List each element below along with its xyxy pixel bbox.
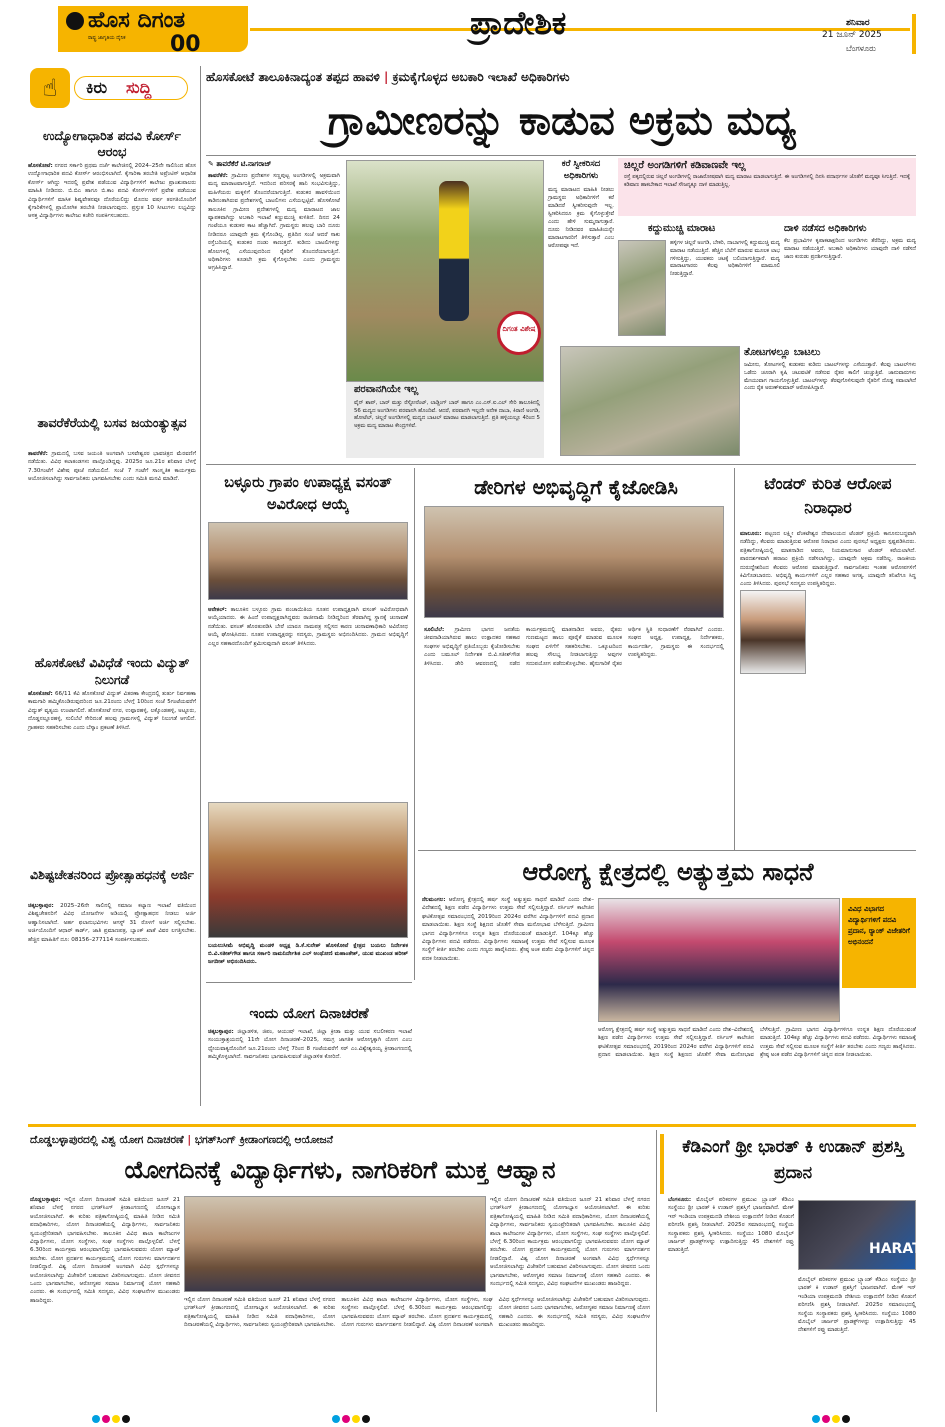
- story5-place: ಚಿಕ್ಕಬಳ್ಳಾಪುರ:: [208, 1029, 234, 1035]
- bottles-photo: [560, 346, 740, 456]
- column-divider-story1: [414, 468, 415, 980]
- kdm-accent-bar: [660, 1134, 664, 1194]
- kdm-body-cont: ಮೊಬೈಲ್ ಪರಿಕರಗಳ ಪ್ರಮುಖ ಬ್ರ್ಯಾಂಡ್ ಕೆಡಿಎಂ ಸಂಸ್ಥೆಯು ಥ್ರೀ ಭಾರತ್ ಕಿ ಉಡಾನ್ ಪ್ರಶಸ್ತಿಗೆ ಭಾಜನವಾಗಿದೆ. ಮೇಕ್ ಇನ್ ಇಂಡಿಯಾ ಉಪಕ್ರಮದಡಿ ದೇಶೀಯ ಉತ್ಪಾದನೆಗೆ ನೀಡಿದ ಕೊಡುಗೆ ಪರಿಗಣಿಸಿ ಪ್ರಶಸ್ತಿ ನೀಡಲಾಗಿದೆ. 2025ರ ಸಮಾರಂಭದಲ್ಲಿ ಸಂಸ್ಥೆಯ ಸಂಸ್ಥಾಪಕರು ಪ್ರಶಸ್ತಿ ಸ್ವೀಕರಿಸಿದರು. ಸಂಸ್ಥೆಯು 1080 ಮೊಬೈಲ್ ಚಾರ್ಜರ್ ಪ್ರಾಡಕ್ಟ್‌ಗಳನ್ನು ಉತ್ಪಾದಿಸುತ್ತಿದ್ದು 45 ದೇಶಗಳಿಗೆ ರಫ್ತು ಮಾಡುತ್ತಿದೆ.: [798, 1277, 916, 1334]
- brief-text-2: ಗ್ರಾಮದಲ್ಲಿ ಬಸವ ಜಯಂತಿ ಅಂಗವಾಗಿ ಬಸವೇಶ್ವರರ ಭಾವಚಿತ್ರದ ಮೆರವಣಿಗೆ ನಡೆಯಿತು. ವಿವಿಧ ಕಲಾತಂಡಗಳು ಪಾಲ್ಗೊಂಡಿದ್ದವು. 2025ರ ಜೂ.21ರ ಶನಿವಾರ ಬೆಳಗ್ಗೆ 7.30ಗಂಟೆಗೆ ವಿಶೇಷ ಪೂಜೆ ನಡೆಯಲಿದೆ. ಸಂಜೆ 7 ಗಂಟೆಗೆ ಸಾಂಸ್ಕೃತಿಕ ಕಾರ್ಯಕ್ರಮ ಆಯೋಜಿಸಲಾಗಿದ್ದು ಸಾರ್ವಜನಿಕರು ಭಾಗವಹಿಸಬೇಕು ಎಂದು ಸಮಿತಿ ಮನವಿ ಮಾಡಿದೆ.: [28, 451, 196, 483]
- story5-text: ಜಿಲ್ಲಾಡಳಿತ, ಜಿಪಂ, ಆಯುಷ್ ಇಲಾಖೆ, ಜಿಲ್ಲಾ ಕ್ರೀಡಾ ಮತ್ತು ಯುವ ಸಬಲೀಕರಣ ಇಲಾಖೆ ಸಂಯುಕ್ತಾಶ್ರಯದಲ್ಲಿ 11ನೇ ಯೋಗ ದಿನಾಚರಣೆ–2025, ಸಮಗ್ರ ಜಾಗತಿಕ ಆರೋಗ್ಯಕ್ಕಾಗಿ ಯೋಗ ಎಂಬ ಧ್ಯೇಯವಾಕ್ಯದೊಂದಿಗೆ ಜೂ.21ರಂದು ಬೆಳಗ್ಗೆ 7ರಿಂದ 8 ಗಂಟೆಯವರೆಗೆ ಸರ್ ಎಂ.ವಿಶ್ವೇಶ್ವರಯ್ಯ ಕ್ರೀಡಾಂಗಣದಲ್ಲಿ ಹಮ್ಮಿಕೊಳ್ಳಲಾಗಿದೆ. ಸಾರ್ವಜನಿಕರು ಭಾಗವಹಿಸುವಂತೆ ಜಿಲ್ಲಾಡಳಿತ ಕೋರಿದೆ.: [208, 1029, 412, 1061]
- story4-title: ಆರೋಗ್ಯ ಕ್ಷೇತ್ರದಲ್ಲಿ ಅತ್ಯುತ್ತಮ ಸಾಧನೆ: [522, 858, 814, 886]
- lead-bottom-rule: [206, 464, 916, 465]
- lead-caption-box: [346, 382, 544, 458]
- city-label: ಬೆಂಗಳೂರು: [846, 44, 876, 53]
- brief-title-1: ಉದ್ಯೋಗಾಧಾರಿತ ಪದವಿ ಕೋರ್ಸ್ ಆರಂಭ: [42, 128, 182, 159]
- column-divider-left: [200, 66, 201, 1106]
- story2-photo: [424, 506, 724, 618]
- bottom-body: [30, 1196, 180, 1410]
- story4-photo: [598, 898, 840, 1022]
- story2-body: [424, 626, 724, 844]
- lead-caption-text: ವೈನ್ ಶಾಪ್, ಬಾರ್ ಮತ್ತು ರೆಸ್ಟೋರೆಂಟ್, ಲಾಡ್ಜಿಂಗ್ ಬಾರ್ ಹಾಗೂ ಎಂ.ಎಸ್.ಐ.ಎಲ್ ಸೇರಿ ತಾಲೂಕಿನಲ್ಲಿ 56 ಮದ್ಯದ ಅಂಗಡಿಗಳು ಪರವಾನಗಿ ಹೊಂದಿವೆ. ಆದರೆ, ಪರವಾನಗಿ ಇಲ್ಲದೇ ಅನೇಕ ದಾಬಾ, ಕಿರಾಣಿ ಅಂಗಡಿ, ಹೋಟೆಲ್, ಚಿಲ್ಲರೆ ಅಂಗಡಿಗಳಲ್ಲಿ ಮದ್ಯದ ಬಾಟಲ್ ಮಾರಾಟ ಮಾಡಲಾಗುತ್ತಿದೆ. ಪ್ರತಿ ಹಳ್ಳಿಯಲ್ಲೂ 4ರಿಂದ 5 ಅಕ್ರಮ ಮದ್ಯ ಮಾರಾಟ ಕೇಂದ್ರಗಳಿವೆ.: [354, 400, 540, 429]
- sidebox-4: [784, 222, 916, 342]
- kdm-photo: [798, 1200, 922, 1270]
- bottom-photo: [184, 1196, 486, 1292]
- section-title: ಪ್ರಾದೇಶಿಕ: [470, 4, 567, 42]
- kdm-body: [668, 1196, 794, 1410]
- lead-kicker: [206, 70, 916, 88]
- bottom-text: ಇಲ್ಲಿನ ಯೋಗ ದಿನಾಚರಣೆ ಸಮಿತಿ ವತಿಯಿಂದ ಜೂನ್ 21 ಶನಿವಾರ ಬೆಳಗ್ಗೆ ನಗರದ ಭಗತ್‌ಸಿಂಗ್ ಕ್ರೀಡಾಂಗಣದಲ್ಲಿ ಯೋಗಾಭ್ಯಾಸ ಆಯೋಜಿಸಲಾಗಿದೆ. ಈ ಕುರಿತು ಪತ್ರಿಕಾಗೋಷ್ಠಿಯಲ್ಲಿ ಮಾಹಿತಿ ನೀಡಿದ ಸಮಿತಿ ಪದಾಧಿಕಾರಿಗಳು, ಯೋಗ ದಿನಾಚರಣೆಯಲ್ಲಿ ವಿದ್ಯಾರ್ಥಿಗಳು, ಸಾರ್ವಜನಿಕರು ಸ್ವಯಂಪ್ರೇರಿತರಾಗಿ ಭಾಗವಹಿಸಬೇಕು. ತಾಲೂಕಿನ ವಿವಿಧ ಶಾಲಾ ಕಾಲೇಜುಗಳ ವಿದ್ಯಾರ್ಥಿಗಳು, ಯೋಗ ಸಂಸ್ಥೆಗಳು, ಸಂಘ ಸಂಸ್ಥೆಗಳು ಪಾಲ್ಗೊಳ್ಳಲಿವೆ. ಬೆಳಗ್ಗೆ 6.30ರಿಂದ ಕಾರ್ಯಕ್ರಮ ಆರಂಭವಾಗಲಿದ್ದು ಭಾಗವಹಿಸುವವರು ಯೋಗ ಮ್ಯಾಟ್ ತರಬೇಕು. ಯೋಗ ಪ್ರದರ್ಶನ ಕಾರ್ಯಕ್ರಮದಲ್ಲಿ ಯೋಗ ಗುರುಗಳು ಮಾರ್ಗದರ್ಶನ ನೀಡಲಿದ್ದಾರೆ. ವಿಶ್ವ ಯೋಗ ದಿನಾಚರಣೆ ಅಂಗವಾಗಿ ವಿವಿಧ ಸ್ಪರ್ಧೆಗಳನ್ನೂ ಆಯೋಜಿಸಲಾಗಿದ್ದು ವಿಜೇತರಿಗೆ ಬಹುಮಾನ ವಿತರಿಸಲಾಗುವುದು. ಯೋಗ ಜೀವನದ ಒಂದು ಭಾಗವಾಗಬೇಕು, ಆರೋಗ್ಯಕರ ಸಮಾಜ ನಿರ್ಮಾಣಕ್ಕೆ ಯೋಗ ಸಹಕಾರಿ ಎಂದರು. ಈ ಸಂದರ್ಭದಲ್ಲಿ ಸಮಿತಿ ಸದಸ್ಯರು, ವಿವಿಧ ಸಂಘಟನೆಗಳ ಮುಖಂಡರು ಹಾಜರಿದ್ದರು.: [30, 1197, 181, 1304]
- brief-place-3: ಹೊಸಕೋಟೆ:: [28, 691, 53, 697]
- story5-title: ಇಂದು ಯೋಗ ದಿನಾಚರಣೆ: [249, 1006, 369, 1022]
- kdm-text: ಮೊಬೈಲ್ ಪರಿಕರಗಳ ಪ್ರಮುಖ ಬ್ರ್ಯಾಂಡ್ ಕೆಡಿಎಂ ಸಂಸ್ಥೆಯು ಥ್ರೀ ಭಾರತ್ ಕಿ ಉಡಾನ್ ಪ್ರಶಸ್ತಿಗೆ ಭಾಜನವಾಗಿದೆ. ಮೇಕ್ ಇನ್ ಇಂಡಿಯಾ ಉಪಕ್ರಮದಡಿ ದೇಶೀಯ ಉತ್ಪಾದನೆಗೆ ನೀಡಿದ ಕೊಡುಗೆ ಪರಿಗಣಿಸಿ ಪ್ರಶಸ್ತಿ ನೀಡಲಾಗಿದೆ. 2025ರ ಸಮಾರಂಭದಲ್ಲಿ ಸಂಸ್ಥೆಯ ಸಂಸ್ಥಾಪಕರು ಪ್ರಶಸ್ತಿ ಸ್ವೀಕರಿಸಿದರು. ಸಂಸ್ಥೆಯು 1080 ಮೊಬೈಲ್ ಚಾರ್ಜರ್ ಪ್ರಾಡಕ್ಟ್‌ಗಳನ್ನು ಉತ್ಪಾದಿಸುತ್ತಿದ್ದು 45 ದೇಶಗಳಿಗೆ ರಫ್ತು ಮಾಡುತ್ತಿದೆ.: [668, 1197, 794, 1254]
- brief-body-2: [28, 450, 196, 650]
- story4-place: ನೆಲಮಂಗಲ:: [422, 897, 446, 903]
- pen-icon: ✎: [208, 160, 214, 168]
- column-divider-story2: [734, 468, 735, 850]
- lead-kicker-sep: |: [384, 70, 389, 84]
- story1-photo-2: [208, 802, 408, 938]
- logo-lamp-icon: [66, 12, 84, 30]
- story5-body: [208, 1028, 412, 1116]
- bottom-headline: ಯೋಗದಿನಕ್ಕೆ ವಿದ್ಯಾರ್ಥಿಗಳು, ನಾಗರಿಕರಿಗೆ ಮುಕ್ತ ಆಹ್ವಾನ: [124, 1156, 556, 1184]
- sidebox-3-body: ಹಳ್ಳಿಗಳ ಚಿಲ್ಲರೆ ಅಂಗಡಿ, ಬೇಕರಿ, ದಾಬಾಗಳಲ್ಲಿ ಕದ್ದುಮುಚ್ಚಿ ಮದ್ಯ ಮಾರಾಟ ನಡೆಯುತ್ತಿದೆ. ಹೆಚ್ಚಿನ ಬೆಲೆಗೆ ಮಾರುವ ಮೂಲಕ ಲಾಭ ಗಳಿಸುತ್ತಿದ್ದು, ಯುವಕರು ಚಟಕ್ಕೆ ಬಲಿಯಾಗುತ್ತಿದ್ದಾರೆ. ಮದ್ಯ ಮಾರಾಟಗಾರರು ಕೆಲವು ಅಧಿಕಾರಿಗಳಿಗೆ ಮಾಮೂಲಿ ನೀಡುತ್ತಿದ್ದಾರೆ.: [670, 240, 780, 278]
- story4-body-cont: ಆರೋಗ್ಯ ಕ್ಷೇತ್ರದಲ್ಲಿ ಹರ್ಷ ಸಂಸ್ಥೆ ಅತ್ಯುತ್ತಮ ಸಾಧನೆ ಮಾಡಿದೆ ಎಂದು ದೇಶ–ವಿದೇಶದಲ್ಲಿ ಶಿಕ್ಷಣ ಪಡೆದ ವಿದ್ಯಾರ್ಥಿಗಳು ಉತ್ತಮ ಸೇವೆ ಸಲ್ಲಿಸುತ್ತಿದ್ದಾರೆ. ನರ್ಸಿಂಗ್ ಕಾಲೇಜಿನ ಘಟಿಕೋತ್ಸವ ಸಮಾರಂಭದಲ್ಲಿ 2019ರಿಂದ 2024ರ ವರೆಗಿನ ವಿದ್ಯಾರ್ಥಿಗಳಿಗೆ ಪದವಿ ಪ್ರದಾನ ಮಾಡಲಾಯಿತು. ಶಿಕ್ಷಣ ಸಂಸ್ಥೆ ಶಿಕ್ಷಣದ ಜೊತೆಗೆ ಸೇವಾ ಮನೋಭಾವ ಬೆಳೆಸುತ್ತಿದೆ. ಗ್ರಾಮೀಣ ಭಾಗದ ವಿದ್ಯಾರ್ಥಿಗಳಿಗೂ ಉನ್ನತ ಶಿಕ್ಷಣ ದೊರೆಯುವಂತೆ ಮಾಡುತ್ತಿದೆ. 104ಕ್ಕೂ ಹೆಚ್ಚು ವಿದ್ಯಾರ್ಥಿಗಳು ಪದವಿ ಪಡೆದರು. ವಿದ್ಯಾರ್ಥಿಗಳು ಸಮಾಜಕ್ಕೆ ಉತ್ತಮ ಸೇವೆ ಸಲ್ಲಿಸುವ ಮೂಲಕ ಸಂಸ್ಥೆಗೆ ಕೀರ್ತಿ ತರಬೇಕು ಎಂದು ಗಣ್ಯರು ಹಾರೈಸಿದರು. ಶ್ರೇಷ್ಠ ಅಂಕ ಪಡೆದ ವಿದ್ಯಾರ್ಥಿಗಳಿಗೆ ಚಿನ್ನದ ಪದಕ ನೀಡಲಾಯಿತು.: [598, 1027, 916, 1059]
- story3-place: ಮಾಲೂರು:: [740, 531, 762, 537]
- kdm-place: ಬೆಂಗಳೂರು:: [668, 1197, 692, 1203]
- story4-body: [422, 896, 594, 1116]
- bottom-body-cont: ಇಲ್ಲಿನ ಯೋಗ ದಿನಾಚರಣೆ ಸಮಿತಿ ವತಿಯಿಂದ ಜೂನ್ 21 ಶನಿವಾರ ಬೆಳಗ್ಗೆ ನಗರದ ಭಗತ್‌ಸಿಂಗ್ ಕ್ರೀಡಾಂಗಣದಲ್ಲಿ ಯೋಗಾಭ್ಯಾಸ ಆಯೋಜಿಸಲಾಗಿದೆ. ಈ ಕುರಿತು ಪತ್ರಿಕಾಗೋಷ್ಠಿಯಲ್ಲಿ ಮಾಹಿತಿ ನೀಡಿದ ಸಮಿತಿ ಪದಾಧಿಕಾರಿಗಳು, ಯೋಗ ದಿನಾಚರಣೆಯಲ್ಲಿ ವಿದ್ಯಾರ್ಥಿಗಳು, ಸಾರ್ವಜನಿಕರು ಸ್ವಯಂಪ್ರೇರಿತರಾಗಿ ಭಾಗವಹಿಸಬೇಕು. ತಾಲೂಕಿನ ವಿವಿಧ ಶಾಲಾ ಕಾಲೇಜುಗಳ ವಿದ್ಯಾರ್ಥಿಗಳು, ಯೋಗ ಸಂಸ್ಥೆಗಳು, ಸಂಘ ಸಂಸ್ಥೆಗಳು ಪಾಲ್ಗೊಳ್ಳಲಿವೆ. ಬೆಳಗ್ಗೆ 6.30ರಿಂದ ಕಾರ್ಯಕ್ರಮ ಆರಂಭವಾಗಲಿದ್ದು ಭಾಗವಹಿಸುವವರು ಯೋಗ ಮ್ಯಾಟ್ ತರಬೇಕು. ಯೋಗ ಪ್ರದರ್ಶನ ಕಾರ್ಯಕ್ರಮದಲ್ಲಿ ಯೋಗ ಗುರುಗಳು ಮಾರ್ಗದರ್ಶನ ನೀಡಲಿದ್ದಾರೆ. ವಿಶ್ವ ಯೋಗ ದಿನಾಚರಣೆ ಅಂಗವಾಗಿ ವಿವಿಧ ಸ್ಪರ್ಧೆಗಳನ್ನೂ ಆಯೋಜಿಸಲಾಗಿದ್ದು ವಿಜೇತರಿಗೆ ಬಹುಮಾನ ವಿತರಿಸಲಾಗುವುದು. ಯೋಗ ಜೀವನದ ಒಂದು ಭಾಗವಾಗಬೇಕು, ಆರೋಗ್ಯಕರ ಸಮಾಜ ನಿರ್ಮಾಣಕ್ಕೆ ಯೋಗ ಸಹಕಾರಿ ಎಂದರು. ಈ ಸಂದರ್ಭದಲ್ಲಿ ಸಮಿತಿ ಸದಸ್ಯರು, ವಿವಿಧ ಸಂಘಟನೆಗಳ ಮುಖಂಡರು ಹಾಜರಿದ್ದರು.: [184, 1297, 650, 1329]
- column-divider-bottom: [656, 1130, 657, 1412]
- bottom-kicker-b: ಭಗತ್‌ಸಿಂಗ್ ಕ್ರೀಡಾಂಗಣದಲ್ಲಿ ಆಯೋಜನೆ: [194, 1134, 333, 1146]
- story1-photo: [208, 522, 408, 600]
- lead-body: [208, 172, 340, 444]
- story5-top-rule: [206, 982, 412, 983]
- seal-text: ದಿಗಂತ ವಿಶೇಷ: [502, 325, 536, 333]
- sidebox-5: [744, 346, 916, 456]
- story1-body: [208, 606, 408, 796]
- lead-caption-title: ಪರವಾನಗಿಯೇ ಇಲ್ಲ: [354, 384, 419, 395]
- sidebox-5-body: ಜಮೀನು, ತೋಟಗಳಲ್ಲಿ ಕುಡುಕರು ಕುಡಿದು ಬಾಟಲ್‌ಗಳನ್ನು ಎಸೆಯುತ್ತಾರೆ. ಕೆಲವು ಬಾಟಲ್‌ಗಳು ಒಡೆದು ಚೂರಾಗಿ ಕೃಷಿ ಚಟುವಟಿಕೆ ನಡೆಸುವ ರೈತರ ಕಾಲಿಗೆ ಚುಚ್ಚುತ್ತಿವೆ. ಜಾನುವಾರುಗಳು ಮೇಯುವಾಗ ಗಾಯಗೊಳ್ಳುತ್ತಿವೆ. ಬಾಟಲ್‌ಗಳನ್ನು ತೆರವುಗೊಳಿಸುವುದೇ ರೈತರಿಗೆ ದೊಡ್ಡ ಸವಾಲಾಗಿದೆ ಎಂದು ರೈತ ಅರುಣ್‌ಕುಮಾರ್ ಆರೋಪಿಸಿದ್ದಾರೆ.: [744, 362, 916, 392]
- page-number: 00: [170, 32, 201, 57]
- bottom-body-side: ಇಲ್ಲಿನ ಯೋಗ ದಿನಾಚರಣೆ ಸಮಿತಿ ವತಿಯಿಂದ ಜೂನ್ 21 ಶನಿವಾರ ಬೆಳಗ್ಗೆ ನಗರದ ಭಗತ್‌ಸಿಂಗ್ ಕ್ರೀಡಾಂಗಣದಲ್ಲಿ ಯೋಗಾಭ್ಯಾಸ ಆಯೋಜಿಸಲಾಗಿದೆ. ಈ ಕುರಿತು ಪತ್ರಿಕಾಗೋಷ್ಠಿಯಲ್ಲಿ ಮಾಹಿತಿ ನೀಡಿದ ಸಮಿತಿ ಪದಾಧಿಕಾರಿಗಳು, ಯೋಗ ದಿನಾಚರಣೆಯಲ್ಲಿ ವಿದ್ಯಾರ್ಥಿಗಳು, ಸಾರ್ವಜನಿಕರು ಸ್ವಯಂಪ್ರೇರಿತರಾಗಿ ಭಾಗವಹಿಸಬೇಕು. ತಾಲೂಕಿನ ವಿವಿಧ ಶಾಲಾ ಕಾಲೇಜುಗಳ ವಿದ್ಯಾರ್ಥಿಗಳು, ಯೋಗ ಸಂಸ್ಥೆಗಳು, ಸಂಘ ಸಂಸ್ಥೆಗಳು ಪಾಲ್ಗೊಳ್ಳಲಿವೆ. ಬೆಳಗ್ಗೆ 6.30ರಿಂದ ಕಾರ್ಯಕ್ರಮ ಆರಂಭವಾಗಲಿದ್ದು ಭಾಗವಹಿಸುವವರು ಯೋಗ ಮ್ಯಾಟ್ ತರಬೇಕು. ಯೋಗ ಪ್ರದರ್ಶನ ಕಾರ್ಯಕ್ರಮದಲ್ಲಿ ಯೋಗ ಗುರುಗಳು ಮಾರ್ಗದರ್ಶನ ನೀಡಲಿದ್ದಾರೆ. ವಿಶ್ವ ಯೋಗ ದಿನಾಚರಣೆ ಅಂಗವಾಗಿ ವಿವಿಧ ಸ್ಪರ್ಧೆಗಳನ್ನೂ ಆಯೋಜಿಸಲಾಗಿದ್ದು ವಿಜೇತರಿಗೆ ಬಹುಮಾನ ವಿತರಿಸಲಾಗುವುದು. ಯೋಗ ಜೀವನದ ಒಂದು ಭಾಗವಾಗಬೇಕು, ಆರೋಗ್ಯಕರ ಸಮಾಜ ನಿರ್ಮಾಣಕ್ಕೆ ಯೋಗ ಸಹಕಾರಿ ಎಂದರು. ಈ ಸಂದರ್ಭದಲ್ಲಿ ಸಮಿತಿ ಸದಸ್ಯರು, ವಿವಿಧ ಸಂಘಟನೆಗಳ ಮುಖಂಡರು ಹಾಜರಿದ್ದರು.: [490, 1197, 650, 1288]
- logo-tagline: ರಾಷ್ಟ್ರ ಜಾಗೃತಿಯ ದೈನಿಕ: [88, 35, 126, 41]
- story3-portrait: [740, 590, 806, 674]
- lead-kicker-b: ಕ್ರಮಕೈಗೊಳ್ಳದ ಅಬಕಾರಿ ಇಲಾಖೆ ಅಧಿಕಾರಿಗಳು: [392, 70, 570, 84]
- sidebox-4-body: ಕೆಲ ಪ್ರಭಾವಿಗಳ ಕೃಪಾಕಟಾಕ್ಷದಿಂದ ಅಂಗಡಿಗಳು ತೆರೆದಿದ್ದು, ಅಕ್ರಮ ಮದ್ಯ ಮಾರಾಟ ನಡೆಯುತ್ತಿದೆ. ಅಬಕಾರಿ ಅಧಿಕಾರಿಗಳು ಯಾವುದೇ ದಾಳಿ ನಡೆಸದೆ ಜಾಣ ಕುರುಡು ಪ್ರದರ್ಶಿಸುತ್ತಿದ್ದಾರೆ.: [784, 238, 916, 260]
- lead-headline: ಗ್ರಾಮೀಣರನ್ನು ಕಾಡುವ ಅಕ್ರಮ ಮದ್ಯ: [327, 98, 797, 144]
- lead-byline: [208, 160, 271, 169]
- story4-pull-box: [842, 898, 916, 988]
- lead-rule: [206, 155, 916, 156]
- sidebox-3-title: ಕದ್ದುಮುಚ್ಚಿ ಮಾರಾಟ: [648, 223, 716, 234]
- story3-body: [740, 530, 916, 844]
- masthead-rule: [250, 28, 910, 31]
- story2-bottom-rule: [418, 850, 916, 851]
- brief-title-3: ಹೊಸಕೋಟೆ ವಿವಿಧೆಡೆ ಇಂದು ವಿದ್ಯುತ್ ನಿಲುಗಡೆ: [34, 655, 190, 687]
- kirusuddi-label-b: ಸುದ್ದಿ: [126, 78, 152, 97]
- hand-icon: ☝: [30, 68, 70, 108]
- story2-text: ಗ್ರಾಮೀಣ ಭಾಗದ ಜನತೆಯ ಜೀವನಾಡಿಯಾಗಿರುವ ಹಾಲು ಉತ್ಪಾದಕರ ಸಹಕಾರ ಸಂಘಗಳ ಅಭಿವೃದ್ಧಿಗೆ ಪ್ರತಿಯೊಬ್ಬರು ಕೈಜೋಡಿಸಬೇಕು ಎಂದು ಬಮೂಲ್ ನಿರ್ದೇಶಕ ಬಿ.ವಿ.ಸತೀಶ್‌ಗೌಡ ತಿಳಿಸಿದರು. ಡೇರಿ ಆವರಣದಲ್ಲಿ ನಡೆದ ಕಾರ್ಯಕ್ರಮದಲ್ಲಿ ಮಾತನಾಡಿದ ಅವರು, ರೈತರು ಗುಣಮಟ್ಟದ ಹಾಲು ಪೂರೈಕೆ ಮಾಡುವ ಮೂಲಕ ಸಂಘದ ಏಳಿಗೆಗೆ ಸಹಕರಿಸಬೇಕು. ಒಕ್ಕೂಟದಿಂದ ಹಲವು ಸೌಲಭ್ಯ ನೀಡಲಾಗುತ್ತಿದ್ದು ಅವುಗಳ ಸದುಪಯೋಗ ಪಡೆದುಕೊಳ್ಳಬೇಕು. ಹೈನುಗಾರಿಕೆ ರೈತರ ಆರ್ಥಿಕ ಸ್ಥಿತಿ ಸುಧಾರಣೆಗೆ ನೆರವಾಗಿದೆ ಎಂದರು. ಸಂಘದ ಅಧ್ಯಕ್ಷ, ಉಪಾಧ್ಯಕ್ಷ, ನಿರ್ದೇಶಕರು, ಕಾರ್ಯದರ್ಶಿ, ಗ್ರಾಮಸ್ಥರು ಈ ಸಂದರ್ಭದಲ್ಲಿ ಉಪಸ್ಥಿತರಿದ್ದರು.: [424, 627, 724, 667]
- story1-title: ಬಳ್ಳೂರು ಗ್ರಾಪಂ ಉಪಾಧ್ಯಕ್ಷ ವಸಂತ್ ಅವಿರೋಧ ಆಯ್ಕೆ: [224, 475, 392, 513]
- day-label: ಶನಿವಾರ: [846, 18, 870, 28]
- bottom-kicker-sep: |: [187, 1134, 192, 1146]
- registration-marks-left: [92, 1408, 132, 1427]
- kirusuddi-header: [28, 66, 196, 108]
- sidebox-2-body: ರಸ್ತೆ ಪಕ್ಕದಲ್ಲಿರುವ ಚಿಲ್ಲರೆ ಅಂಗಡಿಗಳಲ್ಲಿ ರಾಜಾರೋಷವಾಗಿ ಮದ್ಯ ಮಾರಾಟ ಮಾಡಲಾಗುತ್ತಿದೆ. ಈ ಅಂಗಡಿಗಳಲ್ಲಿ ದಿನಸಿ ಪದಾರ್ಥಗಳ ಜೊತೆಗೆ ಮದ್ಯವೂ ಸಿಗುತ್ತಿದೆ. ಇದಕ್ಕೆ ಕಡಿವಾಣ ಹಾಕಬೇಕಾದ ಇಲಾಖೆ ಸೌಜನ್ಯಕ್ಕೂ ದಾಳಿ ಮಾಡುತ್ತಿಲ್ಲ.: [624, 174, 910, 188]
- story1-place: ಆನೇಕಲ್:: [208, 607, 227, 613]
- brief-title-4: ವಿಶಿಷ್ಟಚೇತನರಿಂದ ಪ್ರೋತ್ಸಾಹಧನಕ್ಕೆ ಅರ್ಜಿ: [30, 867, 194, 882]
- lead-photo-figure: [439, 181, 469, 321]
- brief-place-4: ಚಿಕ್ಕಬಳ್ಳಾಪುರ:: [28, 903, 54, 909]
- story2-title: ಡೇರಿಗಳ ಅಭಿವೃದ್ಧಿಗೆ ಕೈಜೋಡಿಸಿ: [474, 475, 678, 499]
- date-label: 21 ಜೂನ್ 2025: [822, 30, 882, 40]
- kirusuddi-column: [28, 66, 196, 1100]
- sidebox-2-title: ಚಿಲ್ಲರೆ ಅಂಗಡಿಗಳಿಗೆ ಕಡಿವಾಣವೇ ಇಲ್ಲ: [624, 160, 746, 171]
- story2-place: ಸೂಲಿಬೆಲೆ:: [424, 627, 445, 633]
- lead-kicker-a: ಹೊಸಕೋಟೆ ತಾಲೂಕಿನಾದ್ಯಂತ ತಪ್ಪದ ಹಾವಳಿ: [206, 70, 380, 84]
- brief-title-2: ತಾವರೆಕೆರೆಯಲ್ಲಿ ಬಸವ ಜಯಂತ್ಯುತ್ಸವ: [37, 415, 187, 430]
- sidebox-1: [548, 158, 614, 368]
- sidebox-3-photo: [618, 240, 666, 336]
- brief-text-1: ನಗರದ ಸರ್ಕಾರಿ ಪ್ರಥಮ ದರ್ಜೆ ಕಾಲೇಜಿನಲ್ಲಿ 2024–25ನೇ ಸಾಲಿನಿಂದ ಹೊಸ ಉದ್ಯೋಗಾಧಾರಿತ ಪದವಿ ಕೋರ್ಸ್ ಆರಂಭಿಸಲಾಗಿದೆ. ಕೈಗಾರಿಕಾ ತರಬೇತಿ ಅಪ್ರೆಂಟಿಸ್ ಆಧಾರಿತ ಕೋರ್ಸ್ ಆಗಿದ್ದು ಇದರಲ್ಲಿ ಪ್ರವೇಶ ಪಡೆಯುವ ವಿದ್ಯಾರ್ಥಿಗಳಿಗೆ ಕಾಲೇಜು ಪ್ರಾಂಶುಪಾಲರು ಮಾಹಿತಿ ನೀಡಿದರು. ಬಿ.ಬಿಎ ಹಾಗೂ ಬಿ.ಕಾಂ ಪದವಿ ಕೋರ್ಸ್‌ಗಳಿಗೆ ಪ್ರವೇಶ ಪಡೆಯುವ ವಿದ್ಯಾರ್ಥಿಗಳಿಗೆ ಮಾಸಿಕ ಶಿಷ್ಯವೇತನವೂ ದೊರೆಯಲಿದ್ದು ಮೊದಲ ವರ್ಷ ತರಗತಿಯೊಂದಿಗೆ ಕೈಗಾರಿಕೆಗಳಲ್ಲಿ ಪ್ರಾಯೋಗಿಕ ತರಬೇತಿ ನೀಡಲಾಗುವುದು. ಪ್ರಸ್ತುತ 10 ಸೀಟುಗಳು ಲಭ್ಯವಿದ್ದು ಆಸಕ್ತ ವಿದ್ಯಾರ್ಥಿಗಳು ಕಾಲೇಜು ಕಚೇರಿ ಸಂಪರ್ಕಿಸಬಹುದು.: [28, 163, 196, 220]
- lead-byline-text: ತಾವರೆಕೆರೆ ಟಿ.ನಾಗರಾಜ್: [216, 160, 272, 168]
- lead-photo: [346, 160, 544, 382]
- story1-caption: ಬಯಲುಸೀಮೆ ಅಭಿವೃದ್ಧಿ ಮಂಡಳಿ ಅಧ್ಯಕ್ಷ ಡಿ.ಕೆ.ಸುರೇಶ್ ಹೊಸಕೋಟೆ ಕ್ಷೇತ್ರದ ಬಯಲು ನಿರ್ದೇಶಕ ಬಿ.ವಿ.ಸತೀಶ್‌ಗೌಡ ಹಾಗೂ ಸರ್ಕಾರಿ ನಾಮನಿರ್ದೇಶಿತ ಎಲ್ ಅಂಥೋಣಿ ಮಹಾಂತೇಶ್, ಯುವ ಮುಖಂಡ ಹರೀಶ್ ಜಗದೀಶ್ ಅಭಿನಂದಿಸಿದರು.: [208, 943, 408, 965]
- bottom-kicker-a: ದೊಡ್ಡಬಳ್ಳಾಪುರದಲ್ಲಿ ವಿಶ್ವ ಯೋಗ ದಿನಾಚರಣೆ: [30, 1134, 184, 1146]
- kirusuddi-label-a: ಕಿರು: [86, 78, 108, 97]
- brief-place-2: ತಾವರೆಕೆರೆ:: [28, 451, 48, 457]
- masthead: [0, 0, 945, 60]
- bottom-strip-rule: [28, 1124, 916, 1127]
- story3-title: ಟೆಂಡರ್ ಕುರಿತ ಆರೋಪ ನಿರಾಧಾರ: [764, 474, 892, 517]
- bottom-place: ದೊಡ್ಡಬಳ್ಳಾಪುರ:: [30, 1197, 61, 1203]
- sidebox-2: [618, 158, 916, 216]
- lead-text: ಗ್ರಾಮೀಣ ಪ್ರದೇಶಗಳ ಸಣ್ಣಪುಟ್ಟ ಅಂಗಡಿಗಳಲ್ಲಿ ಅಕ್ರಮವಾಗಿ ಮದ್ಯ ಮಾರಾಟವಾಗುತ್ತಿದೆ. ಇದರಿಂದ ಪರಿಸರಕ್ಕೆ ಹಾನಿ ಸಂಭವಿಸುತ್ತಿದ್ದು, ಮಹಿಳೆಯರು ಮಕ್ಕಳಿಗೆ ತೊಂದರೆಯಾಗುತ್ತಿದೆ. ಕುಡುಕರ ಹಾವಳಿಯಿಂದ ಕಾಡಿನಂತಾಗಿರುವ ಪ್ರದೇಶಗಳಲ್ಲಿ ಬಾಟಲಿಗಳು ಎಸೆಯಲ್ಪಟ್ಟಿವೆ. ಹೊಸಕೋಟೆ ತಾಲೂಕಿನ ಗ್ರಾಮೀಣ ಪ್ರದೇಶಗಳಲ್ಲಿ ಮದ್ಯ ಮಾರಾಟದ ಜಾಲ ವ್ಯಾಪಕವಾಗಿದ್ದು ಅಬಕಾರಿ ಇಲಾಖೆ ಕಣ್ಣುಮುಚ್ಚಿ ಕುಳಿತಿದೆ. ದಿನದ 24 ಗಂಟೆಯೂ ಕುಡುಕರ ಕಾಟ ಹೆಚ್ಚಾಗಿದೆ. ಗ್ರಾಮಸ್ಥರು ಹಲವು ಬಾರಿ ದೂರು ನೀಡಿದರೂ ಯಾವುದೇ ಕ್ರಮ ಕೈಗೊಂಡಿಲ್ಲ. ಪ್ರತಿದಿನ ಸಂಜೆ ಆದರೆ ಸಾಕು ರಸ್ತೆಬದಿಯಲ್ಲಿ ಕುಡುಕರ ದಂಡು ಕಾಣುತ್ತದೆ. ಕುಡಿದು ಬಾಟಲಿಗಳನ್ನು ಹೊಲಗಳಲ್ಲಿ ಎಸೆಯುವುದರಿಂದ ರೈತರಿಗೆ ತೊಂದರೆಯಾಗುತ್ತಿದೆ. ಅಧಿಕಾರಿಗಳು ಕೂಡಲೇ ಕ್ರಮ ಕೈಗೊಳ್ಳಬೇಕು ಎಂದು ಗ್ರಾಮಸ್ಥರು ಆಗ್ರಹಿಸಿದ್ದಾರೆ.: [208, 173, 340, 272]
- logo-seal: [497, 311, 541, 355]
- sidebox-4-title: ದಾಳಿ ನಡೆಸದ ಅಧಿಕಾರಿಗಳು: [784, 223, 867, 234]
- story4-pull-text: ವಿವಿಧ ವಿಭಾಗದ ವಿದ್ಯಾರ್ಥಿಗಳಿಗೆ ಪದವಿ ಪ್ರದಾನ, ರ‍್ಯಾಂಕ್ ವಿಜೇತರಿಗೆ ಅಭಿನಂದನೆ: [848, 905, 910, 946]
- brief-text-4: 2025–26ನೇ ಸಾಲಿನಲ್ಲಿ ಸಮಾಜ ಕಲ್ಯಾಣ ಇಲಾಖೆ ವತಿಯಿಂದ ವಿಶಿಷ್ಟಚೇತನರಿಗೆ ವಿವಿಧ ಯೋಜನೆಗಳ ಅಡಿಯಲ್ಲಿ ಪ್ರೋತ್ಸಾಹಧನ ನೀಡಲು ಅರ್ಜಿ ಆಹ್ವಾನಿಸಲಾಗಿದೆ. ಅರ್ಹ ಫಲಾನುಭವಿಗಳು ಆಗಸ್ಟ್ 31 ರೊಳಗೆ ಅರ್ಜಿ ಸಲ್ಲಿಸಬೇಕು. ಅರ್ಜಿಯೊಂದಿಗೆ ಆಧಾರ್ ಕಾರ್ಡ್, ಜಾತಿ ಪ್ರಮಾಣಪತ್ರ, ಬ್ಯಾಂಕ್ ಖಾತೆ ವಿವರ ಲಗತ್ತಿಸಬೇಕು. ಹೆಚ್ಚಿನ ಮಾಹಿತಿಗೆ ದೂ: 08156–277114 ಸಂಪರ್ಕಿಸಬಹುದು.: [28, 903, 197, 943]
- sidebox-1-title: ಕರೆ ಸ್ವೀಕರಿಸದ ಅಧಿಕಾರಿಗಳು: [561, 159, 601, 181]
- lead-place: ತಾವರೆಕೆರೆ:: [208, 173, 228, 179]
- masthead-right-bar: [912, 14, 916, 54]
- sidebox-3: [618, 222, 780, 342]
- bottom-kicker: [30, 1134, 650, 1150]
- brief-place-1: ಹೊಸಕೋಟೆ:: [28, 163, 53, 169]
- story4-text: ಆರೋಗ್ಯ ಕ್ಷೇತ್ರದಲ್ಲಿ ಹರ್ಷ ಸಂಸ್ಥೆ ಅತ್ಯುತ್ತಮ ಸಾಧನೆ ಮಾಡಿದೆ ಎಂದು ದೇಶ–ವಿದೇಶದಲ್ಲಿ ಶಿಕ್ಷಣ ಪಡೆದ ವಿದ್ಯಾರ್ಥಿಗಳು ಉತ್ತಮ ಸೇವೆ ಸಲ್ಲಿಸುತ್ತಿದ್ದಾರೆ. ನರ್ಸಿಂಗ್ ಕಾಲೇಜಿನ ಘಟಿಕೋತ್ಸವ ಸಮಾರಂಭದಲ್ಲಿ 2019ರಿಂದ 2024ರ ವರೆಗಿನ ವಿದ್ಯಾರ್ಥಿಗಳಿಗೆ ಪದವಿ ಪ್ರದಾನ ಮಾಡಲಾಯಿತು. ಶಿಕ್ಷಣ ಸಂಸ್ಥೆ ಶಿಕ್ಷಣದ ಜೊತೆಗೆ ಸೇವಾ ಮನೋಭಾವ ಬೆಳೆಸುತ್ತಿದೆ. ಗ್ರಾಮೀಣ ಭಾಗದ ವಿದ್ಯಾರ್ಥಿಗಳಿಗೂ ಉನ್ನತ ಶಿಕ್ಷಣ ದೊರೆಯುವಂತೆ ಮಾಡುತ್ತಿದೆ. 104ಕ್ಕೂ ಹೆಚ್ಚು ವಿದ್ಯಾರ್ಥಿಗಳು ಪದವಿ ಪಡೆದರು. ವಿದ್ಯಾರ್ಥಿಗಳು ಸಮಾಜಕ್ಕೆ ಉತ್ತಮ ಸೇವೆ ಸಲ್ಲಿಸುವ ಮೂಲಕ ಸಂಸ್ಥೆಗೆ ಕೀರ್ತಿ ತರಬೇಕು ಎಂದು ಗಣ್ಯರು ಹಾರೈಸಿದರು. ಶ್ರೇಷ್ಠ ಅಂಕ ಪಡೆದ ವಿದ್ಯಾರ್ಥಿಗಳಿಗೆ ಚಿನ್ನದ ಪದಕ ನೀಡಲಾಯಿತು.: [422, 897, 595, 962]
- brief-body-4: [28, 902, 196, 1098]
- story1-text: ತಾಲೂಕಿನ ಬಳ್ಳೂರು ಗ್ರಾಮ ಪಂಚಾಯಿತಿಯ ನೂತನ ಉಪಾಧ್ಯಕ್ಷರಾಗಿ ವಸಂತ್ ಅವಿರೋಧವಾಗಿ ಆಯ್ಕೆಯಾದರು. ಈ ಹಿಂದೆ ಉಪಾಧ್ಯಕ್ಷರಾಗಿದ್ದವರು ರಾಜೀನಾಮೆ ನೀಡಿದ್ದರಿಂದ ತೆರವಾಗಿದ್ದ ಸ್ಥಾನಕ್ಕೆ ಚುನಾವಣೆ ನಡೆಯಿತು. ವಸಂತ್ ಹೊರತುಪಡಿಸಿ ಬೇರೆ ಯಾರೂ ನಾಮಪತ್ರ ಸಲ್ಲಿಸದ ಕಾರಣ ಚುನಾವಣಾಧಿಕಾರಿ ಅವಿರೋಧ ಆಯ್ಕೆ ಘೋಷಿಸಿದರು. ನೂತನ ಉಪಾಧ್ಯಕ್ಷರನ್ನು ಸದಸ್ಯರು, ಗ್ರಾಮಸ್ಥರು ಅಭಿನಂದಿಸಿದರು. ಗ್ರಾಮದ ಅಭಿವೃದ್ಧಿಗೆ ಎಲ್ಲರ ಸಹಕಾರದೊಂದಿಗೆ ಶ್ರಮಿಸುವುದಾಗಿ ವಸಂತ್ ತಿಳಿಸಿದರು.: [208, 607, 408, 647]
- story3-text: ಪಟ್ಟಣದ ಲಕ್ಷ್ಮೀ ವೆಂಕಟೇಶ್ವರ ದೇವಾಲಯದ ಟೆಂಡರ್ ಪ್ರಕ್ರಿಯೆ ಕಾನೂನುಬದ್ಧವಾಗಿ ನಡೆದಿದ್ದು, ಕೆಲವರು ಮಾಡುತ್ತಿರುವ ಆರೋಪ ನಿರಾಧಾರ ಎಂದು ಪುರಸಭೆ ಅಧ್ಯಕ್ಷರು ಸ್ಪಷ್ಟಪಡಿಸಿದರು. ಪತ್ರಿಕಾಗೋಷ್ಠಿಯಲ್ಲಿ ಮಾತನಾಡಿದ ಅವರು, ನಿಯಮಾನುಸಾರ ಟೆಂಡರ್ ಕರೆಯಲಾಗಿದೆ. ಪಾರದರ್ಶಕವಾಗಿ ಹರಾಜು ಪ್ರಕ್ರಿಯೆ ನಡೆಸಲಾಗಿದ್ದು, ಯಾವುದೇ ಅಕ್ರಮ ನಡೆದಿಲ್ಲ. ರಾಜಕೀಯ ದುರುದ್ದೇಶದಿಂದ ಕೆಲವರು ಆರೋಪ ಮಾಡುತ್ತಿದ್ದಾರೆ. ಸಾರ್ವಜನಿಕರು ಇಂತಹ ಆರೋಪಗಳಿಗೆ ಕಿವಿಗೊಡಬಾರದು. ಅಭಿವೃದ್ಧಿ ಕಾರ್ಯಗಳಿಗೆ ಎಲ್ಲರ ಸಹಕಾರ ಅಗತ್ಯ. ಯಾವುದೇ ತನಿಖೆಗೂ ಸಿದ್ಧ ಎಂದು ತಿಳಿಸಿದರು. ಪುರಸಭೆ ಸದಸ್ಯರು ಉಪಸ್ಥಿತರಿದ್ದರು.: [740, 531, 916, 588]
- sidebox-5-title: ತೋಟಗಳಲ್ಲೂ ಬಾಟಲು: [744, 347, 821, 358]
- logo-text: ಹೊಸ ದಿಗಂತ: [88, 8, 186, 33]
- brief-text-3: 66/11 ಕೆವಿ ಹೊಸಕೋಟೆ ವಿದ್ಯುತ್ ವಿತರಣಾ ಕೇಂದ್ರದಲ್ಲಿ ತುರ್ತು ನಿರ್ವಹಣಾ ಕಾಮಗಾರಿ ಹಮ್ಮಿಕೊಂಡಿರುವುದರಿಂದ ಜೂ.21ರಂದು ಬೆಳಗ್ಗೆ 10ರಿಂದ ಸಂಜೆ 5ಗಂಟೆಯವರೆಗೆ ವಿದ್ಯುತ್ ವ್ಯತ್ಯಯ ಉಂಟಾಗಲಿದೆ. ಹೊಸಕೋಟೆ ನಗರ, ಉಪ್ಪಾರಹಳ್ಳಿ, ಲಕ್ಕೊಂಡಹಳ್ಳಿ, ಅಟ್ಟೂರು, ದೊಡ್ಡನಲ್ಲೂರಹಳ್ಳಿ, ಸುಲಿಬೆಲೆ ಸೇರಿದಂತೆ ಹಲವು ಗ್ರಾಮಗಳಲ್ಲಿ ವಿದ್ಯುತ್ ನಿಲುಗಡೆ ಆಗಲಿದೆ. ಗ್ರಾಹಕರು ಸಹಕರಿಸಬೇಕು ಎಂದು ಬೆಸ್ಕಾಂ ಪ್ರಕಟಣೆ ತಿಳಿಸಿದೆ.: [28, 691, 197, 731]
- registration-marks-center: [332, 1408, 372, 1427]
- sidebox-1-body: ಮದ್ಯ ಮಾರಾಟದ ಮಾಹಿತಿ ನೀಡಲು ಗ್ರಾಮಸ್ಥರು ಅಧಿಕಾರಿಗಳಿಗೆ ಕರೆ ಮಾಡಿದರೆ ಸ್ವೀಕರಿಸುವುದೇ ಇಲ್ಲ. ಸ್ವೀಕರಿಸಿದರೂ ಕ್ರಮ ಕೈಗೊಳ್ಳುತ್ತೇವೆ ಎಂದು ಹೇಳಿ ಸುಮ್ಮನಾಗುತ್ತಾರೆ. ದೂರು ನೀಡಿದವರ ಮಾಹಿತಿಯನ್ನೇ ಮಾರಾಟಗಾರರಿಗೆ ತಿಳಿಸುತ್ತಾರೆ ಎಂಬ ಆರೋಪವೂ ಇದೆ.: [548, 187, 614, 249]
- kdm-title: ಕೆಡಿಎಂಗೆ ಥ್ರೀ ಭಾರತ್ ಕಿ ಉಡಾನ್ ಪ್ರಶಸ್ತಿ ಪ್ರದಾನ: [682, 1137, 904, 1183]
- brief-body-1: [28, 162, 196, 452]
- kdm-photo-text: HARAT: [869, 1241, 922, 1257]
- masthead-logo-block: [58, 6, 248, 52]
- brief-body-3: [28, 690, 196, 860]
- registration-marks-right: [812, 1408, 852, 1427]
